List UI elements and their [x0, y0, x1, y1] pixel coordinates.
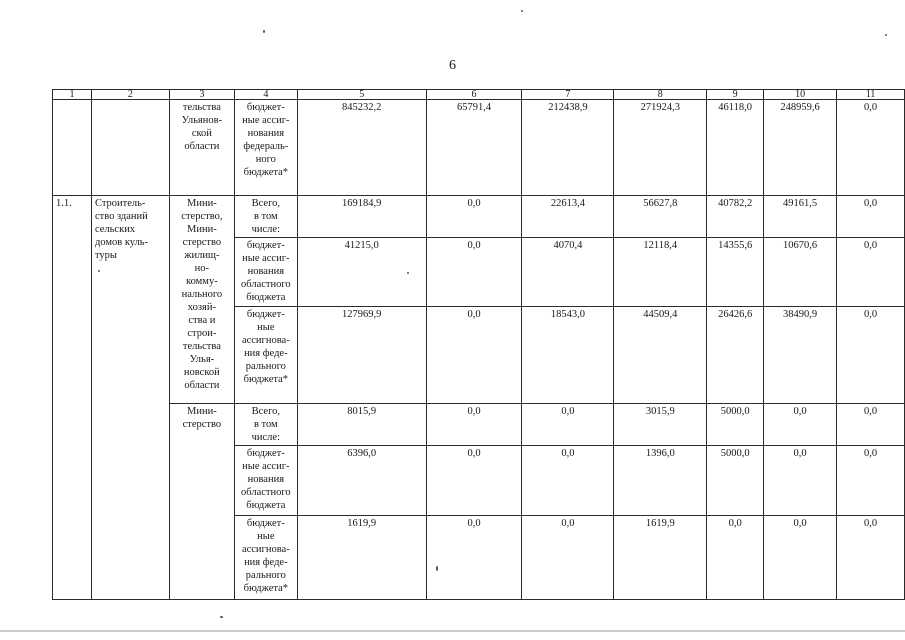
- funding-source-cell: бюджет- ные ассиг- нования федераль- ного бюджета*: [234, 100, 297, 196]
- scan-speck: [521, 10, 523, 12]
- column-number-row: [53, 90, 905, 100]
- value-cell: 14355,6: [707, 238, 764, 307]
- value-cell: 5000,0: [707, 404, 764, 446]
- funding-source-cell: бюджет- ные ассигнова- ния феде- рального бюджета*: [234, 516, 297, 600]
- column-header: 3: [169, 90, 234, 100]
- value-cell: 40782,2: [707, 196, 764, 238]
- funding-source-cell: бюджет- ные ассиг- нования областного бюджета: [234, 446, 297, 516]
- funding-source-cell: бюджет- ные ассигнова- ния феде- рального бюджета*: [234, 307, 297, 404]
- budget-table: [52, 89, 905, 600]
- value-cell: 0,0: [426, 516, 522, 600]
- value-cell: 3015,9: [614, 404, 707, 446]
- value-cell: 0,0: [764, 516, 837, 600]
- column-header: 2: [91, 90, 169, 100]
- column-header: 5: [297, 90, 426, 100]
- value-cell: 0,0: [764, 446, 837, 516]
- value-cell: 22613,4: [522, 196, 614, 238]
- funding-source-cell: бюджет- ные ассиг- нования областного бюджета: [234, 238, 297, 307]
- value-cell: 845232,2: [297, 100, 426, 196]
- value-cell: 12118,4: [614, 238, 707, 307]
- value-cell: 169184,9: [297, 196, 426, 238]
- value-cell: 6396,0: [297, 446, 426, 516]
- scan-edge-noise: [0, 630, 905, 632]
- value-cell: 65791,4: [426, 100, 522, 196]
- value-cell: 10670,6: [764, 238, 837, 307]
- value-cell: 1619,9: [297, 516, 426, 600]
- item-number: 1.1.: [53, 196, 92, 600]
- scan-speck: [436, 566, 438, 571]
- value-cell: 0,0: [837, 196, 905, 238]
- value-cell: 0,0: [764, 404, 837, 446]
- empty-cell: [91, 100, 169, 196]
- value-cell: 49161,5: [764, 196, 837, 238]
- value-cell: 0,0: [426, 238, 522, 307]
- value-cell: 0,0: [522, 446, 614, 516]
- value-cell: 1619,9: [614, 516, 707, 600]
- value-cell: 0,0: [522, 404, 614, 446]
- scan-speck: [885, 34, 887, 36]
- scan-speck: [407, 272, 409, 274]
- value-cell: 5000,0: [707, 446, 764, 516]
- value-cell: 4070,4: [522, 238, 614, 307]
- executor-cell: Мини- стерство: [169, 404, 234, 600]
- value-cell: 0,0: [837, 516, 905, 600]
- value-cell: 0,0: [707, 516, 764, 600]
- column-header: 8: [614, 90, 707, 100]
- table-row: [53, 100, 905, 196]
- value-cell: 127969,9: [297, 307, 426, 404]
- value-cell: 44509,4: [614, 307, 707, 404]
- scan-speck: [263, 30, 265, 33]
- value-cell: 0,0: [426, 404, 522, 446]
- value-cell: 56627,8: [614, 196, 707, 238]
- column-header: 9: [707, 90, 764, 100]
- value-cell: 1396,0: [614, 446, 707, 516]
- value-cell: 212438,9: [522, 100, 614, 196]
- value-cell: 41215,0: [297, 238, 426, 307]
- value-cell: 46118,0: [707, 100, 764, 196]
- funding-source-cell: Всего, в том числе:: [234, 404, 297, 446]
- scan-speck: [98, 270, 100, 272]
- value-cell: 38490,9: [764, 307, 837, 404]
- executor-cell: тельства Ульянов- ской области: [169, 100, 234, 196]
- funding-source-cell: Всего, в том числе:: [234, 196, 297, 238]
- executor-cell: Мини- стерство, Мини- стерство жилищ- но- комму- нального хозяй- ства и строи- тельства Улья- новской области: [169, 196, 234, 404]
- value-cell: 18543,0: [522, 307, 614, 404]
- value-cell: 0,0: [522, 516, 614, 600]
- column-header: 11: [837, 90, 905, 100]
- page-number: 6: [449, 58, 456, 73]
- value-cell: 0,0: [837, 404, 905, 446]
- column-header: 4: [234, 90, 297, 100]
- value-cell: 0,0: [426, 307, 522, 404]
- item-name: Строитель- ство зданий сельских домов куль- туры: [91, 196, 169, 600]
- value-cell: 0,0: [426, 196, 522, 238]
- value-cell: 0,0: [837, 238, 905, 307]
- table-row: [53, 196, 905, 238]
- value-cell: 0,0: [426, 446, 522, 516]
- value-cell: 0,0: [837, 446, 905, 516]
- column-header: 10: [764, 90, 837, 100]
- empty-cell: [53, 100, 92, 196]
- value-cell: 271924,3: [614, 100, 707, 196]
- value-cell: 248959,6: [764, 100, 837, 196]
- column-header: 7: [522, 90, 614, 100]
- value-cell: 0,0: [837, 307, 905, 404]
- value-cell: 8015,9: [297, 404, 426, 446]
- column-header: 1: [53, 90, 92, 100]
- column-header: 6: [426, 90, 522, 100]
- table-row: [53, 404, 905, 446]
- scan-speck: [220, 616, 223, 618]
- value-cell: 0,0: [837, 100, 905, 196]
- value-cell: 26426,6: [707, 307, 764, 404]
